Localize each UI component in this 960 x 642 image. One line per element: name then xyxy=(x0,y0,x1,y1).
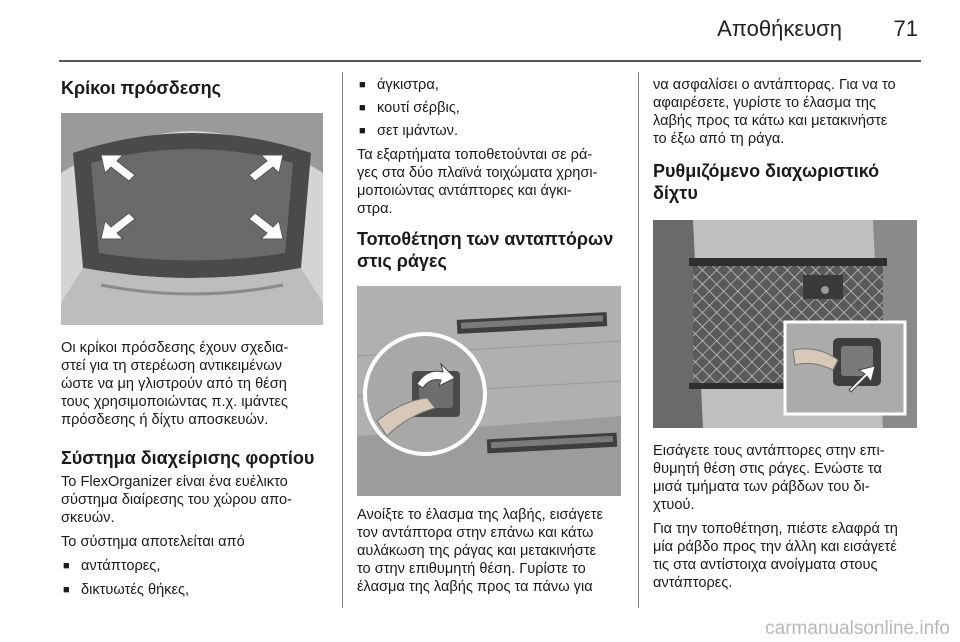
header-rule xyxy=(59,60,921,62)
adapter-rail-illustration xyxy=(357,286,621,496)
paragraph-tie-down: Οι κρίκοι πρόσδεσης έχουν σχεδια- στεί για τη στερέωση αντικειμένων ώστε να μη γλιστρούν από τη θέση τους χρησιμοποιώντας π.χ. ιμάντες πρόσδεσης ή δίχτυ αποσκευών. xyxy=(61,340,289,428)
paragraph-adapter-lock: να ασφαλίσει ο αντάπτορας. Για να το αφαιρέσετε, γυρίστε το έλασμα της λαβής προς τα κάτω και μετακινήστε το έξω από τη ράγα. xyxy=(653,77,896,147)
bullet-list xyxy=(357,76,625,140)
heading-load-management: Σύστημα διαχείρισης φορτίου xyxy=(61,448,315,468)
trunk-rings-illustration xyxy=(61,113,323,325)
paragraph-net-install: Εισάγετε τους αντάπτορες στην επι- θυμητή θέση στις ράγες. Ενώστε τα μισά τμήματα των ράβδων του δι- χτυού. xyxy=(653,443,885,513)
list-item: ■ σετ ιμάντων. xyxy=(357,122,625,140)
heading-tie-down-rings: Κρίκοι πρόσδεσης xyxy=(61,78,221,98)
column-3 xyxy=(653,72,921,592)
partition-net-illustration xyxy=(653,220,917,428)
paragraph-flexorganizer: Το FlexOrganizer είναι ένα ευέλικτο σύστημα διαίρεσης του χώρου απο- σκευών. xyxy=(61,474,292,526)
column-divider xyxy=(638,72,639,608)
page-number: 71 xyxy=(893,16,918,41)
list-item: ■ δικτυωτές θήκες, xyxy=(61,581,329,599)
paragraph-rails: Τα εξαρτήματα τοποθετούνται σε ρά- γες στα δύο πλαϊνά τοιχώματα χρησι- μοποιώντας αντάπτορες και άγκι- στρα. xyxy=(357,147,598,217)
list-item: ■ αντάπτορες, xyxy=(61,557,329,575)
list-item: ■ κουτί σέρβις, xyxy=(357,99,625,117)
header-title: Αποθήκευση xyxy=(717,16,842,41)
column-2 xyxy=(357,72,625,596)
list-item: ■ άγκιστρα, xyxy=(357,76,625,94)
page-header xyxy=(0,0,960,60)
paragraph-consists-of: Το σύστημα αποτελείται από xyxy=(61,534,245,550)
paragraph-net-fitting: Για την τοποθέτηση, πιέστε ελαφρά τη μία ράβδο προς την άλλη και εισάγετέ τις στα αντίστοιχα ανοίγματα στους αντάπτορες. xyxy=(653,521,898,591)
heading-adapter-install: Τοποθέτηση των ανταπτόρων στις ράγες xyxy=(357,229,614,271)
heading-adjustable-net: Ρυθμιζόμενο διαχωριστικό δίχτυ xyxy=(653,161,880,203)
column-divider xyxy=(342,72,343,608)
column-1 xyxy=(61,72,329,599)
watermark: carmanualsonline.info xyxy=(765,618,950,639)
bullet-list xyxy=(61,557,329,599)
paragraph-adapter-steps: Ανοίξτε το έλασμα της λαβής, εισάγετε τον αντάπτορα στην επάνω και κάτω αυλάκωση της ράγας και μετακινήστε το στην επιθυμητή θέση. Γυρίστε το έλασμα της λαβής προς τα πάνω για xyxy=(357,507,604,595)
